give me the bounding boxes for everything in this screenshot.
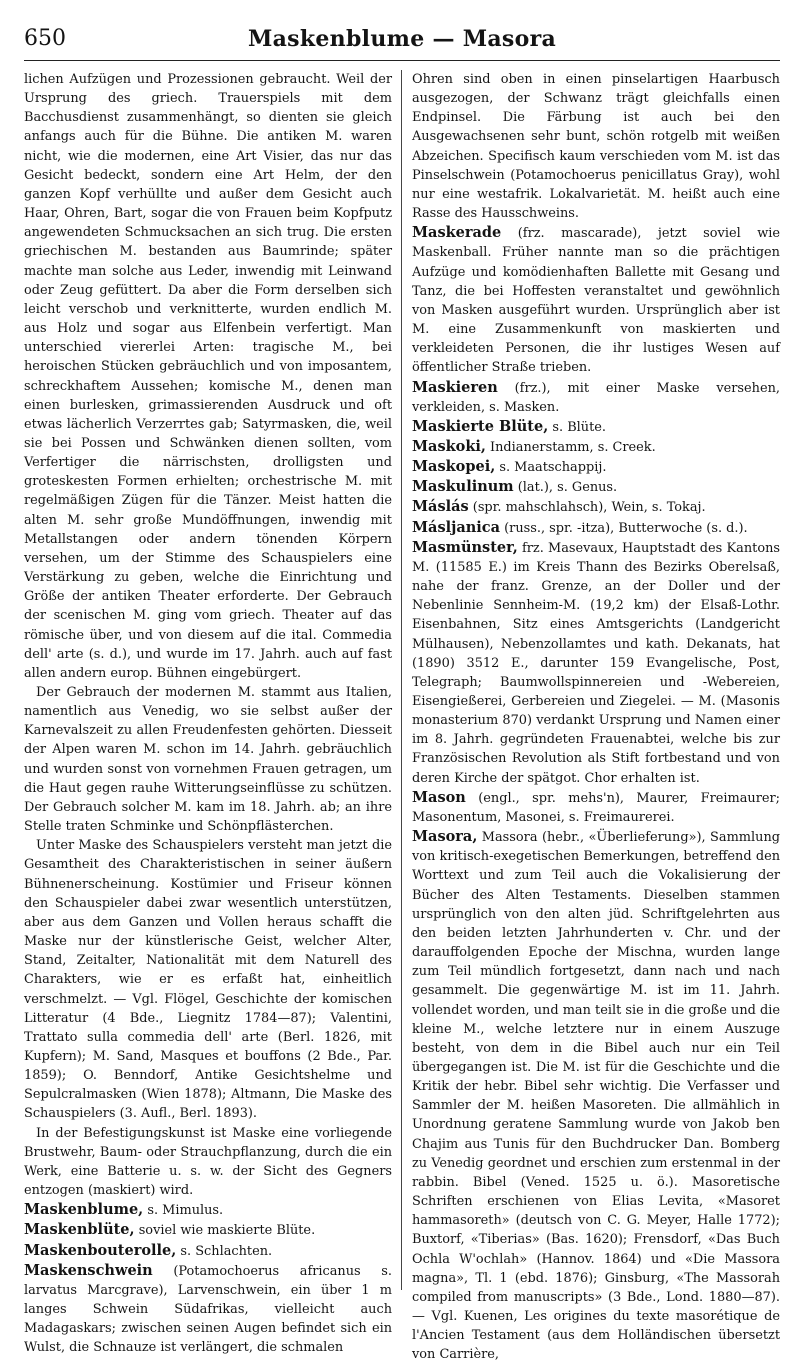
dictionary-entry <box>412 518 780 538</box>
dictionary-entry <box>24 1200 392 1220</box>
entry-text: (spr. mahschlahsch), Wein, s. Tokaj. <box>468 500 706 516</box>
entry-headword: Maskieren <box>412 378 498 396</box>
entry-headword: Maskenbouterolle, <box>24 1241 177 1259</box>
dictionary-entry <box>412 538 780 788</box>
entry-headword: Másljanica <box>412 518 501 536</box>
entry-headword: Masmünster, <box>412 538 518 556</box>
paragraph <box>24 683 392 836</box>
paragraph <box>24 1124 392 1201</box>
text-columns <box>24 70 780 1363</box>
entry-headword: Maskenblume, <box>24 1201 144 1219</box>
dictionary-entry <box>24 1261 392 1358</box>
dictionary-entry <box>412 437 780 457</box>
entry-text: Der Gebrauch der modernen M. stammt aus Italien, namentlich aus Venedig, wo sie selbst außer der Karnevalszeit zu allen Freudenfesten gehörten. Diesseit der Alpen waren M. schon im 14. Jahrh. gebräuchlich und wurden sonst von vornehmen Frauen getragen, um die Haut gegen rauhe Witterungseinflüsse zu schützen. Der Gebrauch solcher M. kam im 18. Jahrh. ab; an ihre Stelle traten Schminke und Schönpflästerchen. <box>24 685 392 835</box>
entry-text: s. Mimulus. <box>143 1203 224 1219</box>
running-head: Maskenblume — Masora <box>247 26 557 52</box>
entry-headword: Masora, <box>412 828 478 846</box>
entry-headword: Maskierte Blüte, <box>412 417 549 435</box>
paragraph <box>24 836 392 1123</box>
entry-headword: Maskenschwein <box>24 1261 153 1279</box>
page-header <box>24 26 780 61</box>
entry-headword: Maskenblüte, <box>24 1221 135 1239</box>
dictionary-entry <box>412 788 780 827</box>
entry-text: (russ., spr. -itza), Butterwoche (s. d.). <box>500 520 748 536</box>
entry-headword: Maskulinum <box>412 478 514 496</box>
dictionary-entry <box>412 827 780 1364</box>
dictionary-entry <box>412 497 780 517</box>
paragraph <box>412 70 780 223</box>
entry-text: Unter Maske des Schauspielers versteht man jetzt die Gesamtheit des Charakteristischen in seiner äußern Bühnenerscheinung. Kostümier und Friseur können den Schauspieler dabei zwar wesentlich unterstützen, aber aus dem Ganzen und Vollen heraus schafft die Maske nur der künstlerische Geist, welcher Alter, Stand, Zeitalter, Nationalität mit dem Naturell des Charakters, wie er es erfaßt hat, einheitlich verschmelzt. — Vgl. Flögel, Geschichte der komischen Litteratur (4 Bde., Liegnitz 1784—87); Valentini, Trattato sulla commedia dell' arte (Berl. 1826, mit Kupfern); M. Sand, Masques et bouffons (2 Bde., Par. 1859); O. Benndorf, Antike Gesichtshelme und Sepulcralmasken (Wien 1878); Altmann, Die Maske des Schauspielers (3. Aufl., Berl. 1893). <box>24 838 392 1122</box>
column-divider <box>401 70 402 1290</box>
entry-text: (frz. mascarade), jetzt soviel wie Maskenball. Früher nannte man so die prächtigen Aufzüge und komödienhaften Ballette mit Gesang und Tanz, die bei Hoffesten veranstaltet und gewöhnlich von Masken ausgeführt wurden. Ursprünglich aber ist M. eine Zusammenkunft von maskierten und verkleideten Personen, die ihr lustiges Wesen auf öffentlicher Straße trieben. <box>412 226 780 376</box>
entry-text: s. Maatschappij. <box>495 460 607 476</box>
entry-text: frz. Masevaux, Hauptstadt des Kantons M. (11585 E.) im Kreis Thann des Bezirks Oberelsaß, nahe der franz. Grenze, an der Doller und der Nebenlinie Sennheim-M. (19,2 km) der Elsaß-Lothr. Eisenbahnen, Sitz eines Amtsgerichts (Landgericht Mülhausen), Nebenzollamtes und kath. Dekanats, hat (1890) 3512 E., darunter 159 Evangelische, Post, Telegraph; Baumwollspinnereien und -Webereien, Eisengießerei, Gerbereien und Ziegelei. — M. (Masonis monasterium 870) verdankt Ursprung und Namen einer im 8. Jahrh. gegründeten Frauenabtei, welche bis zur Französischen Revolution als Stift fortbestand und von deren Kirche der spätgot. Chor erhalten ist. <box>412 540 780 786</box>
entry-text: (Potamochoerus africanus s. larvatus Marcgrave), Larvenschwein, ein über 1 m langes Schwein Südafrikas, vielleicht auch Madagaskars; zwischen seinen Augen befindet sich ein Wulst, die Schnauze ist verlängert, die schmalen <box>24 1263 392 1356</box>
entry-text: soviel wie maskierte Blüte. <box>134 1223 316 1239</box>
paragraph <box>24 70 392 683</box>
dictionary-entry <box>412 378 780 417</box>
entry-text: s. Blüte. <box>548 419 606 435</box>
page-number: 650 <box>24 26 66 51</box>
entry-text: lichen Aufzügen und Prozessionen gebraucht. Weil der Ursprung des griech. Trauerspiels mit dem Bacchusdienst zusammenhängt, so dienten sie gleich anfangs auch für die Bühne. Die antiken M. waren nicht, wie die modernen, eine Art Visier, das nur das Gesicht bedeckt, sondern eine Art Helm, der den ganzen Kopf verhüllte und außer dem Gesicht auch Haar, Ohren, Bart, sogar die von Frauen beim Kopfputz angewendeten Schmucksachen an sich trug. Die ersten griechischen M. bestanden aus Baumrinde; später machte man solche aus Leder, inwendig mit Leinwand oder Zeug gefüttert. Da aber die Form derselben sich leicht verschob und verknitterte, wurden endlich M. aus Holz und sogar aus Elfenbein verfertigt. Man unterschied viererlei Arten: tragische M., bei heroischen Stücken gebräuchlich und von imposantem, schreckhaftem Aussehen; komische M., denen man einen burlesken, grimassierenden Ausdruck und oft etwas lächerlich Verzerrtes gab; Satyrmasken, die, weil sie bei Possen und Schwänken dienen sollten, vom Verfertiger die närrischsten, drolligsten und groteskesten Formen erhielten; orchestrische M. mit regelmäßigen Zügen für die Tänzer. Meist hatten die alten M. sehr große Mundöffnungen, inwendig mit Metallstangen oder andern tönenden Körpern versehen, um der Stimme des Schauspielers eine Verstärkung zu geben, welche die Einrichtung und Größe der antiken Theater erforderte. Der Gebrauch der scenischen M. ging vom griech. Theater auf das römische über, und von diesem auf die ital. Commedia dell' arte (s. d.), und wurde im 17. Jahrh. auch auf fast allen andern europ. Bühnen eingebürgert. <box>24 72 392 681</box>
entry-text: (lat.), s. Genus. <box>513 480 618 496</box>
right-column <box>412 70 780 1363</box>
entry-text: (frz.), mit einer Maske versehen, verkleiden, s. Masken. <box>412 380 780 415</box>
entry-text: (engl., spr. mehs'n), Maurer, Freimaurer; Masonentum, Masonei, s. Freimaurerei. <box>412 790 780 825</box>
entry-headword: Maskoki, <box>412 437 486 455</box>
left-column <box>24 70 392 1356</box>
dictionary-entry <box>412 477 780 497</box>
dictionary-entry <box>24 1220 392 1240</box>
entry-text: Massora (hebr., «Überlieferung»), Sammlung von kritisch-exegetischen Bemerkungen, betreffend den Worttext und zum Teil auch die Vokalisierung der Bücher des Alten Testaments. Dieselben stammen ursprünglich von den alten jüd. Schriftgelehrten aus den beiden letzten Jahrhunderten v. Chr. und der darauffolgenden Epoche der Mischna, wurden lange zum Teil mündlich fortgesetzt, dann nach und nach gesammelt. Die gegenwärtige M. ist im 11. Jahrh. vollendet worden, und man teilt sie in die große und die kleine M., welche letztere nur in einem Auszuge besteht, von dem in die Bibel auch nur ein Teil übergegangen ist. Die M. ist für die Geschichte und die Kritik der hebr. Bibel sehr wichtig. Die Verfasser und Sammler der M. heißen Masoreten. Die allmählich in Unordnung geratene Sammlung wurde von Jakob ben Chajim aus Tunis für den Buchdrucker Dan. Bomberg zu Venedig geordnet und erschien zum erstenmal in der rabbin. Bibel (Vened. 1525 u. ö.). Masoretische Schriften erschienen von Elias Levita, «Masoret hammasoreth» (deutsch von C. G. Meyer, Halle 1772); Buxtorf, «Tiberias» (Bas. 1620); Frensdorf, «Das Buch Ochla W'ochlah» (Hannov. 1864) und «Die Massora magna», Tl. 1 (ebd. 1876); Ginsburg, «The Massorah compiled from manuscripts» (3 Bde., Lond. 1880—87). — Vgl. Kuenen, Les origines du texte masorétique de l'Ancien Testament (aus dem Holländischen übersetzt von Carrière, <box>412 830 780 1363</box>
entry-headword: Maskerade <box>412 224 502 242</box>
entry-text: In der Befestigungskunst ist Maske eine vorliegende Brustwehr, Baum- oder Strauchpflanzung, durch die ein Werk, eine Batterie u. s. w. der Sicht des Gegners entzogen (maskiert) wird. <box>24 1125 392 1199</box>
entry-headword: Maskopei, <box>412 458 496 476</box>
entry-text: Ohren sind oben in einen pinselartigen Haarbusch ausgezogen, der Schwanz trägt gleichfalls einen Endpinsel. Die Färbung ist auch bei den Ausgewachsenen sehr bunt, schön rotgelb mit weißen Abzeichen. Specifisch kaum verschieden vom M. ist das Pinselschwein (Potamochoerus penicillatus Gray), wohl nur eine westafrik. Lokalvarietät. M. heißt auch eine Rasse des Hausschweins. <box>412 72 780 222</box>
entry-text: s. Schlachten. <box>176 1243 273 1259</box>
dictionary-entry <box>412 417 780 437</box>
dictionary-entry <box>412 223 780 377</box>
entry-headword: Mason <box>412 788 466 806</box>
dictionary-entry <box>24 1241 392 1261</box>
entry-text: Indianerstamm, s. Creek. <box>485 439 656 455</box>
entry-headword: Máslás <box>412 498 469 516</box>
dictionary-entry <box>412 457 780 477</box>
